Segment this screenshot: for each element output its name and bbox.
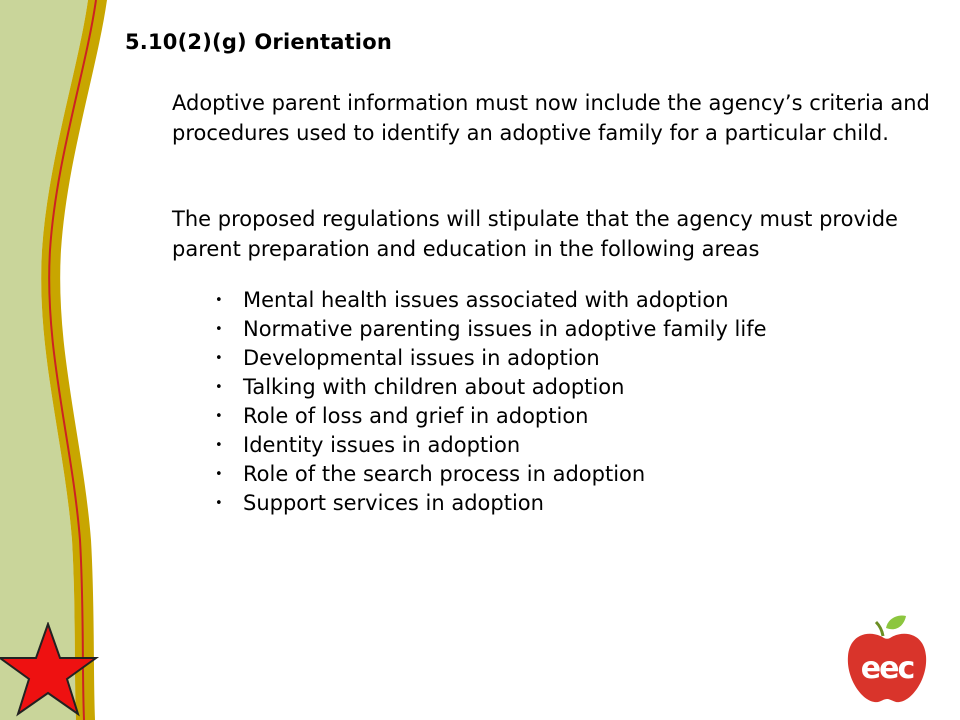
list-item: • Talking with children about adoption bbox=[215, 373, 767, 402]
star-icon bbox=[0, 622, 100, 720]
slide-title: 5.10(2)(g) Orientation bbox=[125, 30, 392, 54]
logo-text: eec bbox=[860, 651, 914, 686]
apple-logo-icon bbox=[842, 614, 932, 706]
education-areas-list bbox=[215, 286, 767, 518]
list-item: • Role of loss and grief in adoption bbox=[215, 402, 767, 431]
paragraph-proposed-regulations: The proposed regulations will stipulate that the agency must provide parent preparation and education in the following areas bbox=[172, 207, 898, 261]
list-item: • Developmental issues in adoption bbox=[215, 344, 767, 373]
list-item: • Identity issues in adoption bbox=[215, 431, 767, 460]
list-item: • Role of the search process in adoption bbox=[215, 460, 767, 489]
list-item: • Support services in adoption bbox=[215, 489, 767, 518]
list-item: • Mental health issues associated with adoption bbox=[215, 286, 767, 315]
list-item: • Normative parenting issues in adoptive family life bbox=[215, 315, 767, 344]
paragraph-adoptive-parent-info: Adoptive parent information must now include the agency’s criteria and procedures used to identify an adoptive family for a particular child. bbox=[172, 91, 930, 145]
